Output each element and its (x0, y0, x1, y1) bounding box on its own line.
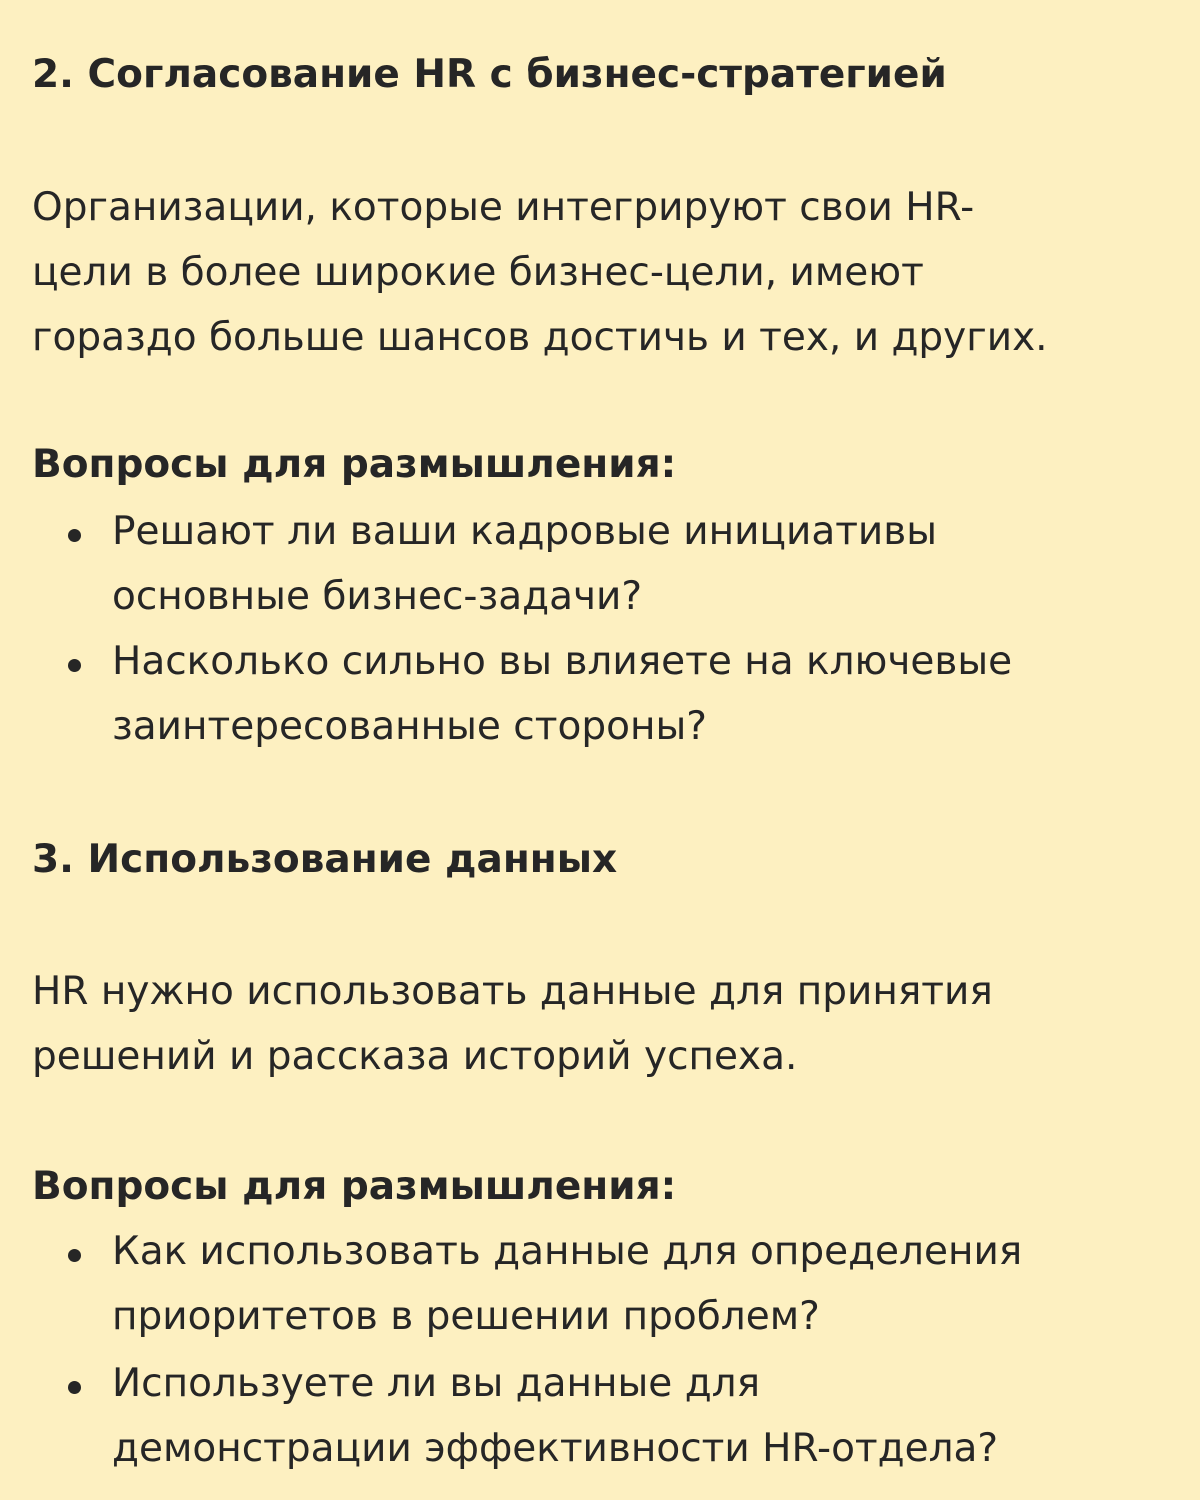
questions-heading: Вопросы для размышления: (32, 1164, 677, 1209)
list-item-line: приоритетов в решении проблем? (112, 1294, 820, 1339)
list-item-line: Используете ли вы данные для (112, 1361, 761, 1406)
paragraph-line: HR нужно использовать данные для принятия (32, 969, 993, 1014)
list-item-line: Насколько сильно вы влияете на ключевые (112, 639, 1013, 684)
list-item-line: Как использовать данные для определения (112, 1229, 1023, 1274)
paragraph-line: цели в более широкие бизнес-цели, имеют (32, 250, 924, 295)
paragraph-line: решений и рассказа историй успеха. (32, 1034, 798, 1079)
list-item-line: Решают ли ваши кадровые инициативы (112, 509, 938, 554)
questions-heading: Вопросы для размышления: (32, 442, 677, 487)
bullet-icon (68, 1249, 81, 1262)
list-item-line: заинтересованные стороны? (112, 704, 707, 749)
bullet-icon (68, 659, 81, 672)
list-item-line: основные бизнес-задачи? (112, 574, 643, 619)
bullet-icon (68, 529, 81, 542)
section-heading: 3. Использование данных (32, 837, 618, 882)
section-heading: 2. Согласование HR с бизнес-стратегией (32, 52, 947, 97)
bullet-icon (68, 1381, 81, 1394)
paragraph-line: Организации, которые интегрируют свои HR- (32, 185, 975, 230)
paragraph-line: гораздо больше шансов достичь и тех, и других. (32, 315, 1048, 360)
list-item-line: демонстрации эффективности HR-отдела? (112, 1426, 999, 1471)
